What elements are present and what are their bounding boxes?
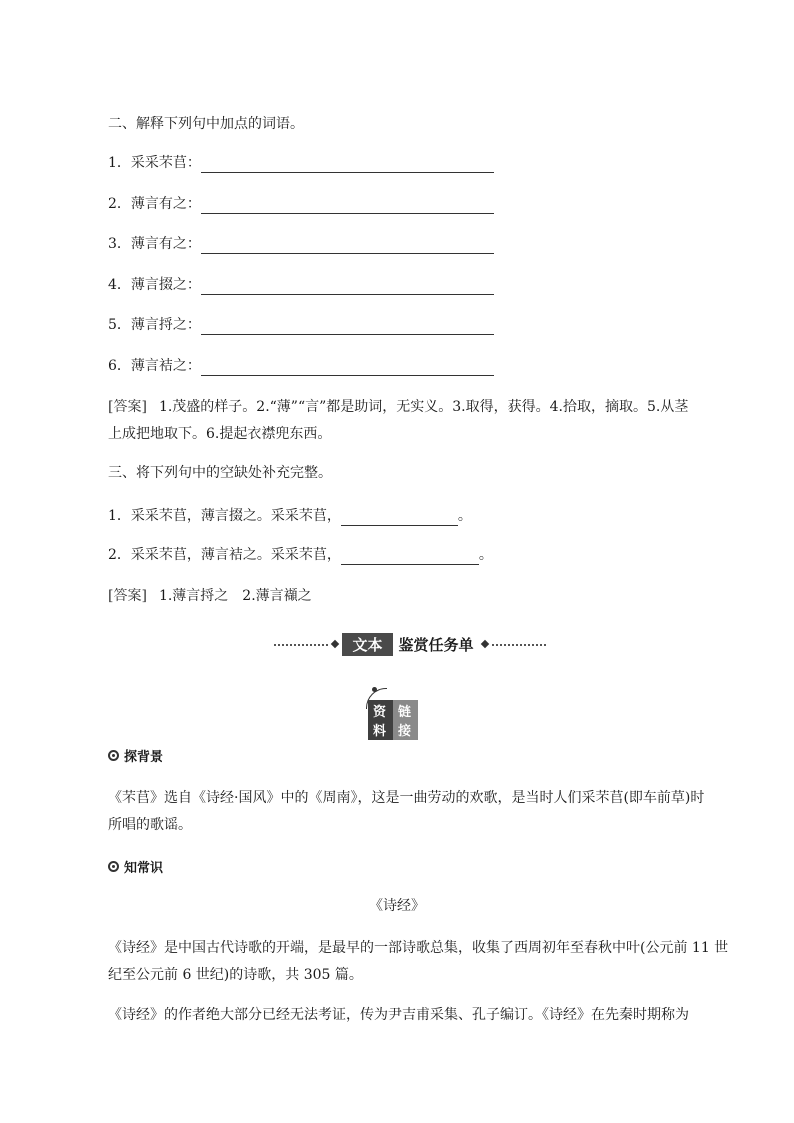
answer-tag: [答案] [108, 588, 147, 604]
bullet-circle-icon [108, 861, 119, 872]
paragraph-line: 《诗经》的作者绝大部分已经无法考证，传为尹吉甫采集、孔子编订。《诗经》在先秦时期称为 [108, 1007, 689, 1023]
answer-blank[interactable] [201, 318, 494, 335]
question-5 [108, 315, 494, 335]
section2-heading: 二、解释下列句中加点的词语。 [108, 116, 304, 132]
paragraph-line: 《诗经》是中国古代诗歌的开端，是最早的一部诗歌总集，收集了西周初年至春秋中叶(公元前 11 世 [108, 940, 729, 956]
period-mark: 。 [478, 547, 493, 563]
period-mark: 。 [457, 508, 472, 524]
paragraph-line: 纪至公元前 6 世纪)的诗歌，共 305 篇。 [108, 967, 363, 983]
paragraph-line: 《芣苢》选自《诗经·国风》中的《周南》，这是一曲劳动的欢歌，是当时人们采芣苢(即车前草)时 [108, 790, 705, 806]
section2-answer [108, 394, 720, 448]
question-label: 2．薄言有之： [108, 196, 201, 212]
fill-item-text: 2．采采芣苢，薄言袺之。采采芣苢， [108, 547, 341, 563]
dotted-rule-left [274, 644, 328, 646]
dotted-rule-right [492, 644, 546, 646]
dot-decoration [372, 687, 377, 692]
banner-dark-label: 文本 [342, 633, 392, 656]
fill-item-1 [108, 506, 472, 526]
answer-blank[interactable] [201, 278, 494, 295]
question-label: 3．薄言有之： [108, 236, 201, 252]
fill-item-text: 1．采采芣苢，薄言掇之。采采芣苢， [108, 508, 341, 524]
heading-text: 知常识 [124, 861, 164, 876]
answer-text-line1: 1.茂盛的样子。2.“薄”“言”都是助词，无实义。3.取得，获得。4.拾取，摘取。5.从茎 [158, 399, 689, 415]
knowledge-paragraph-1 [108, 935, 729, 989]
banner-title: 鉴赏任务单 [398, 635, 474, 654]
question-label: 1．采采芣苢： [108, 155, 201, 171]
fill-item-2 [108, 545, 493, 565]
book-title: 《诗经》 [369, 898, 425, 914]
question-1 [108, 153, 494, 173]
knowledge-paragraph-2 [108, 1002, 720, 1029]
answer-blank[interactable] [201, 359, 494, 376]
paragraph-line: 所唱的歌谣。 [108, 817, 192, 833]
diamond-icon [331, 640, 339, 648]
answer-blank[interactable] [201, 237, 494, 254]
question-label: 4．薄言掇之： [108, 277, 201, 293]
question-6 [108, 356, 494, 376]
badge-part1: 资料 [368, 700, 393, 740]
heading-text: 探背景 [124, 750, 164, 765]
question-3 [108, 234, 494, 254]
question-2 [108, 194, 494, 214]
answer-text: 1.薄言捋之 2.薄言襭之 [158, 588, 312, 604]
bullet-circle-icon [108, 750, 119, 761]
answer-blank[interactable] [201, 156, 494, 173]
diamond-icon [480, 640, 488, 648]
section-banner [274, 633, 546, 655]
section3-answer [108, 586, 312, 606]
answer-tag: [答案] [108, 399, 147, 415]
answer-blank[interactable] [201, 197, 494, 214]
section3-heading: 三、将下列句中的空缺处补充完整。 [108, 465, 332, 481]
answer-text-line2: 上成把地取下。6.提起衣襟兜东西。 [108, 426, 332, 442]
fill-blank[interactable] [341, 548, 479, 565]
fill-blank[interactable] [341, 509, 458, 526]
question-label: 5．薄言捋之： [108, 317, 201, 333]
section-background-heading [108, 746, 163, 765]
background-paragraph [108, 785, 720, 839]
section-knowledge-heading [108, 857, 163, 876]
badge-part2: 链接 [393, 700, 418, 740]
question-label: 6．薄言袺之： [108, 358, 201, 374]
question-4 [108, 275, 494, 295]
